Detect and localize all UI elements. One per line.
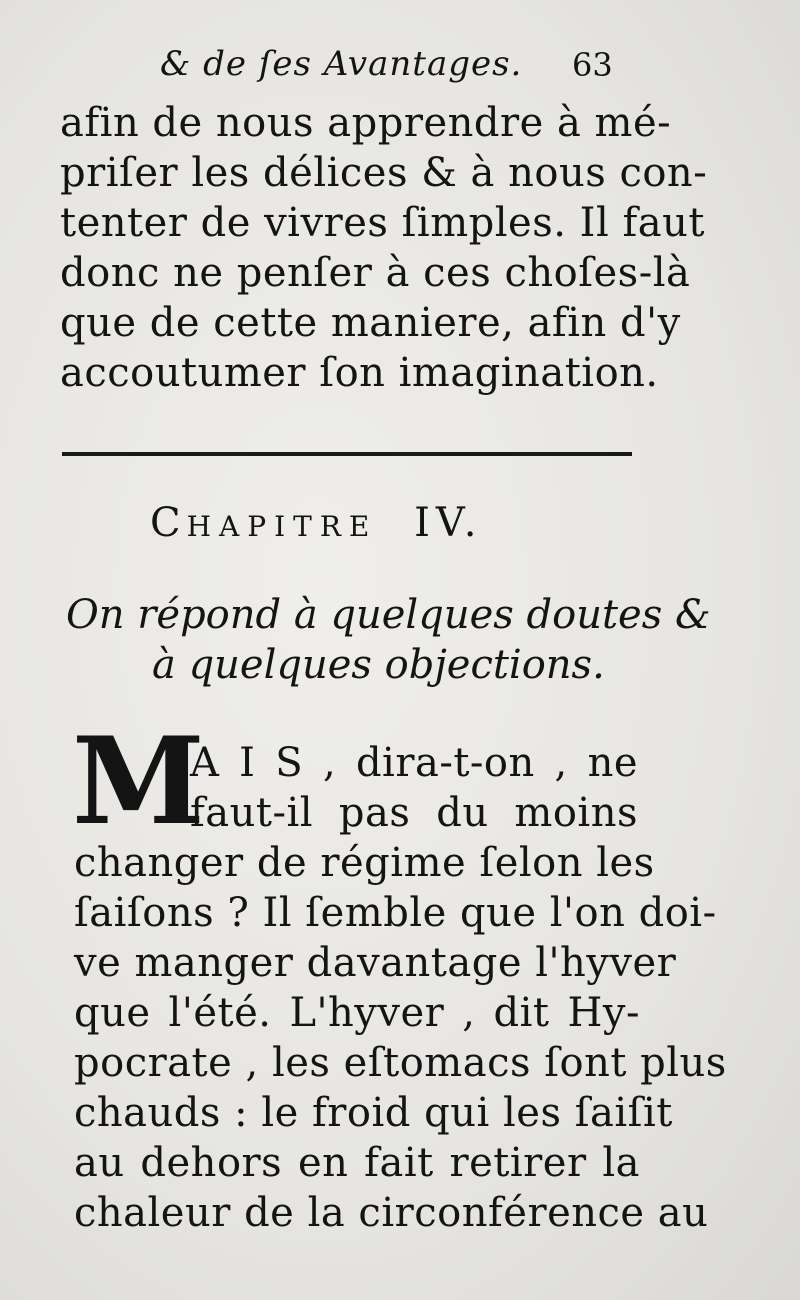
running-head: & de ſes Avantages. [160,44,523,84]
text-line: ve manger davantage l'hyver [74,940,677,986]
chapter-divider [62,452,632,456]
chapter-heading-initial: C [150,500,187,546]
chapter-numeral: IV. [414,500,483,546]
text-line: chaleur de la circonférence au [74,1190,709,1236]
text-line: que l'été. L'hyver , dit Hy- [74,990,640,1036]
text-line: au dehors en fait retirer la [74,1140,640,1186]
chapter-heading-word: HAPITRE [186,510,378,543]
drop-cap: M [72,711,205,852]
text-line: A I S , dira-t-on , ne [190,740,638,786]
text-line: changer de régime ſelon les [74,840,655,886]
text-line: accoutumer ſon imagination. [60,350,659,396]
text-line: faut-il pas du moins [190,790,638,836]
text-line: pocrate , les eſtomacs ſont plus [74,1040,727,1086]
text-line: tenter de vivres ſimples. Il faut [60,200,705,246]
text-line: donc ne penſer à ces choſes-là [60,250,691,296]
text-line: que de cette maniere, afin d'y [60,300,681,346]
text-line: ſaiſons ? Il ſemble que l'on doi- [74,890,717,936]
chapter-subtitle-line: On répond à quelques doutes & [66,592,711,638]
chapter-heading [150,500,483,546]
text-line: priſer les délices & à nous con- [60,150,708,196]
page-number: 63 [572,46,613,84]
chapter-subtitle-line: à quelques objections. [152,642,605,688]
text-line: chauds : le froid qui les ſaiſit [74,1090,673,1136]
text-line: afin de nous apprendre à mé- [60,100,672,146]
